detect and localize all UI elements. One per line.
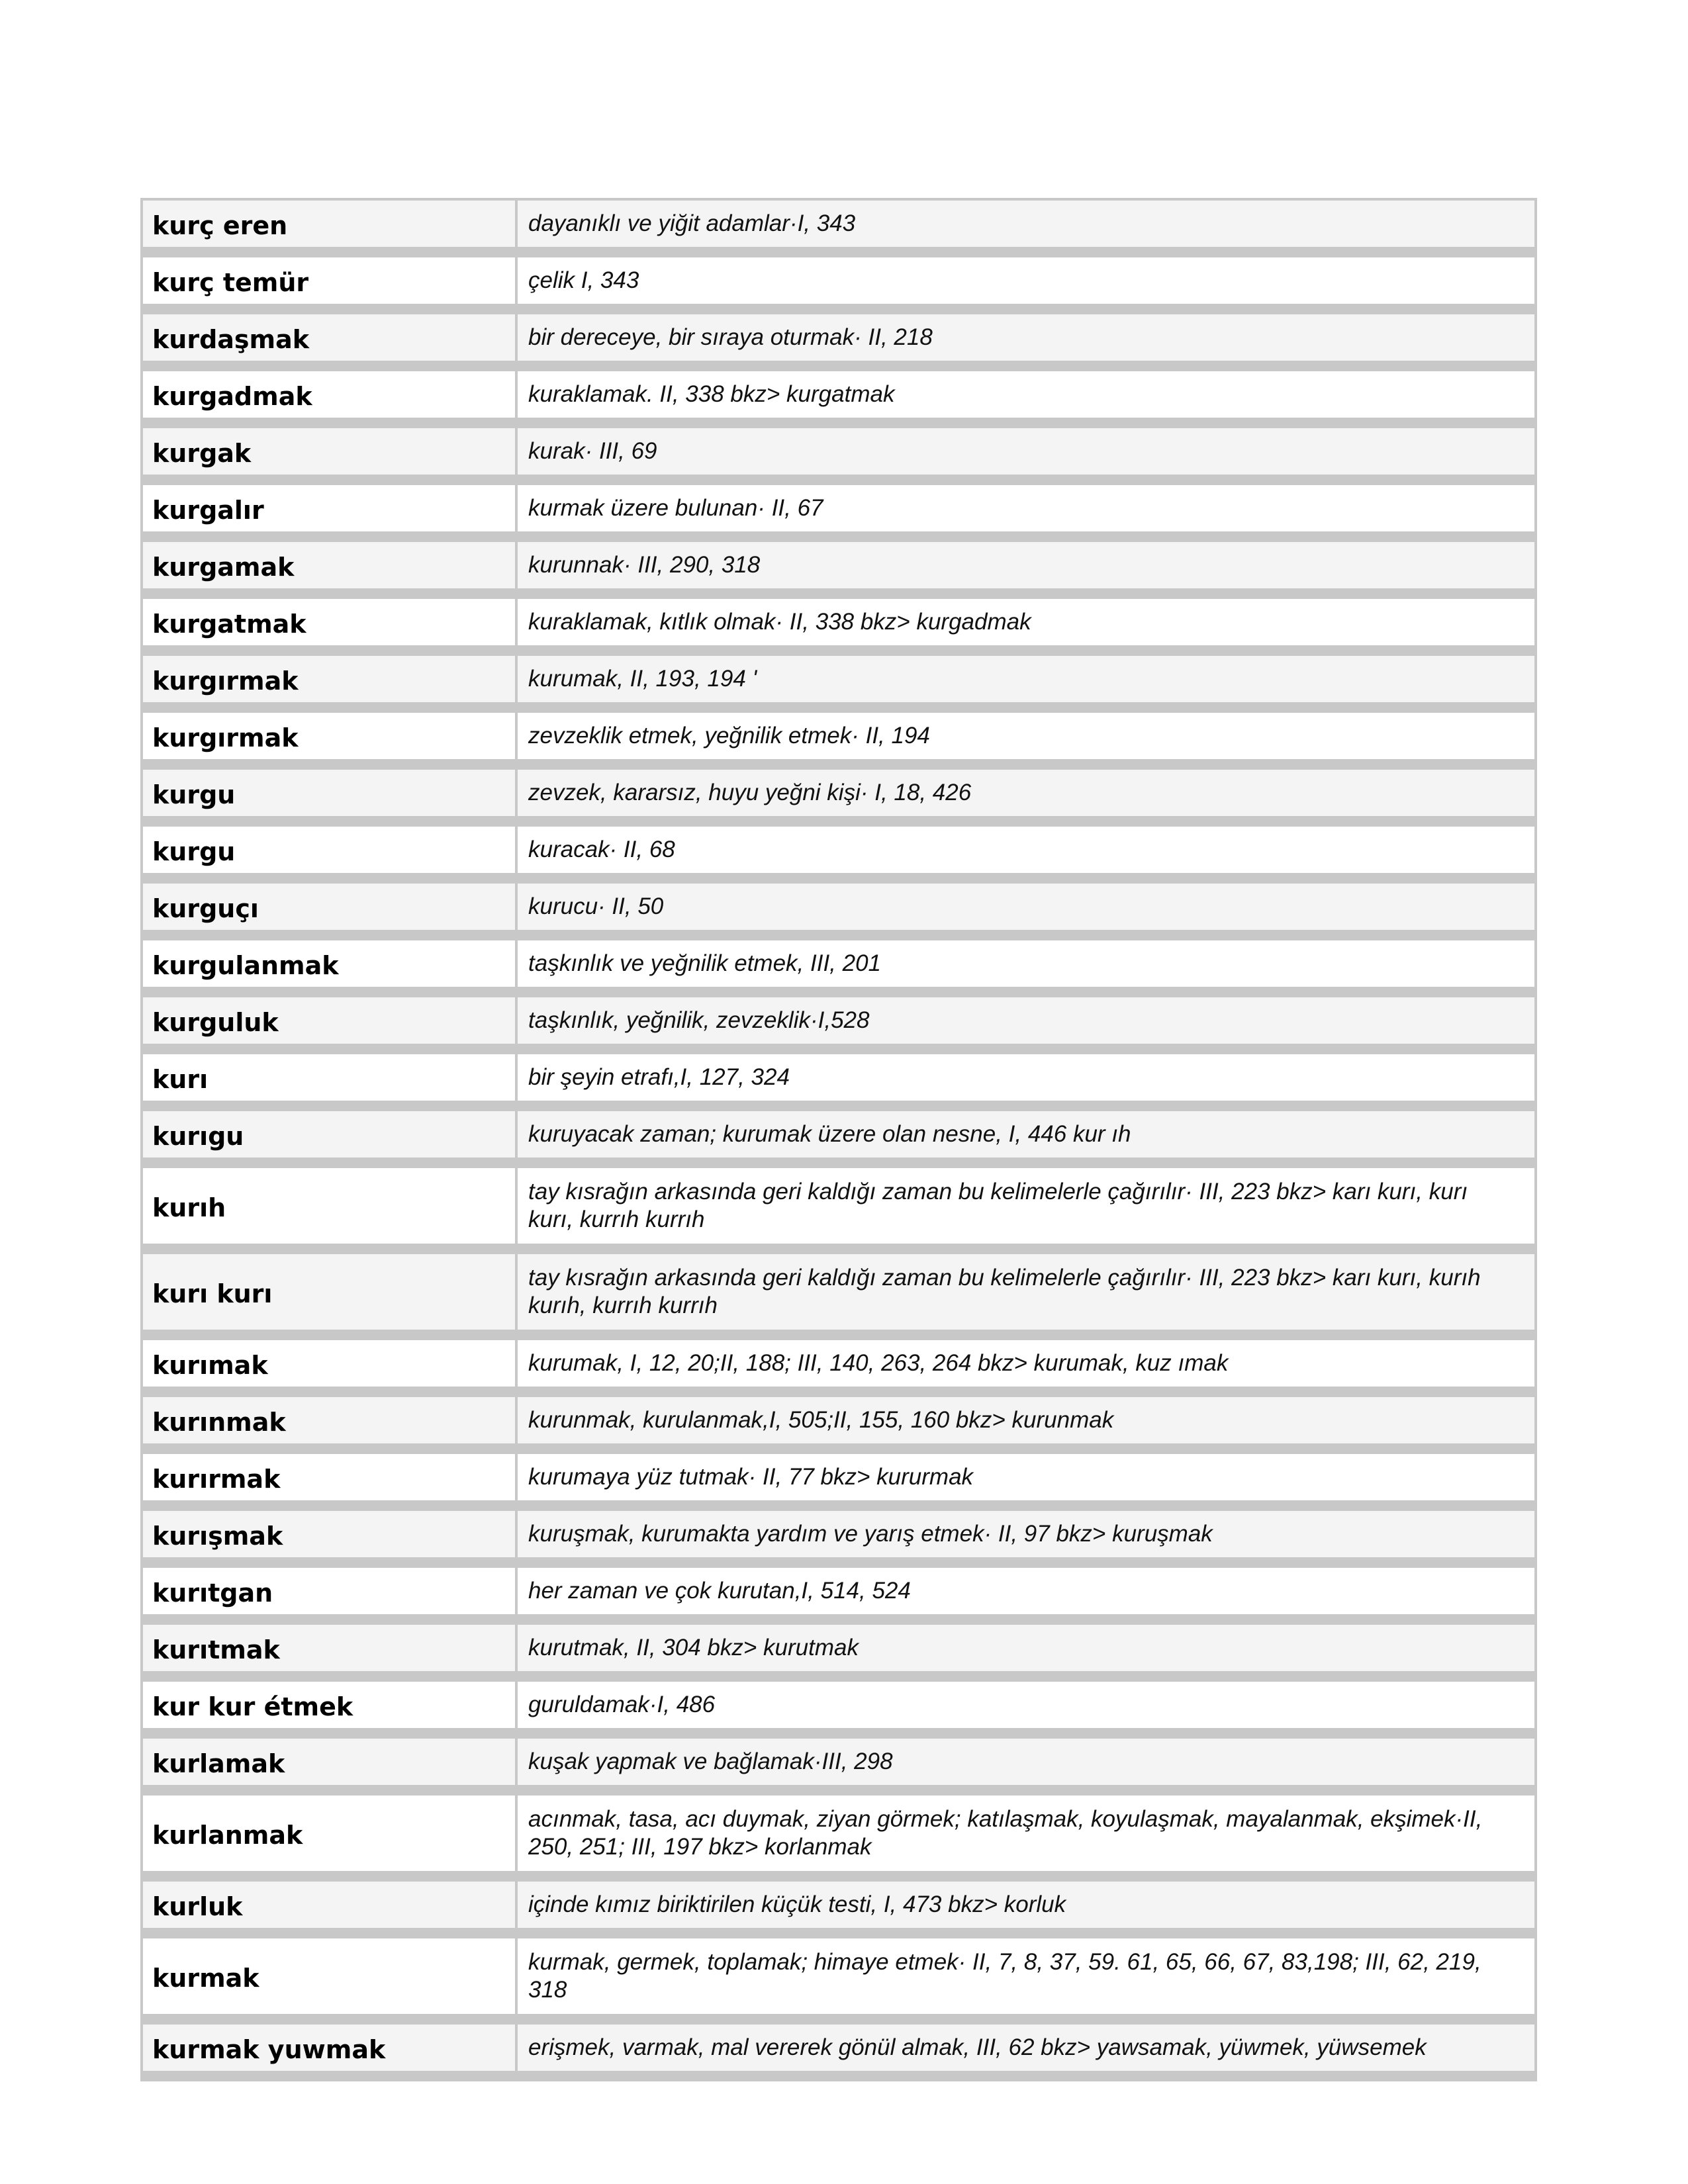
entry-definition: tay kısrağın arkasında geri kaldığı zaman bu kelimelerle çağırılır· III, 223 bkz> karı kurı, kurıh kurıh, kurrıh kurrıh bbox=[518, 1254, 1534, 1340]
entry-definition: kurmak üzere bulunan· II, 67 bbox=[518, 485, 1534, 542]
dictionary-table bbox=[140, 198, 1537, 2081]
entry-term: kurımak bbox=[143, 1340, 518, 1397]
entry-definition: kurmak, germek, toplamak; himaye etmek· II, 7, 8, 37, 59. 61, 65, 66, 67, 83,198; III, 62, 219, 318 bbox=[518, 1938, 1534, 2025]
table-row bbox=[143, 1254, 1534, 1340]
entry-definition: tay kısrağın arkasında geri kaldığı zaman bu kelimelerle çağırılır· III, 223 bkz> karı kurı, kurı kurı, kurrıh kurrıh bbox=[518, 1168, 1534, 1254]
entry-definition: guruldamak·I, 486 bbox=[518, 1682, 1534, 1739]
table-row bbox=[143, 314, 1534, 371]
table-row bbox=[143, 1739, 1534, 1796]
entry-definition: bir dereceye, bir sıraya oturmak· II, 218 bbox=[518, 314, 1534, 371]
entry-term: kurmak yuwmak bbox=[143, 2025, 518, 2081]
entry-definition: zevzek, kararsız, huyu yeğni kişi· I, 18, 426 bbox=[518, 770, 1534, 827]
entry-definition: kurumak, II, 193, 194 ' bbox=[518, 656, 1534, 713]
table-row bbox=[143, 257, 1534, 314]
table-row bbox=[143, 1568, 1534, 1625]
entry-definition: taşkınlık ve yeğnilik etmek, III, 201 bbox=[518, 940, 1534, 997]
entry-definition: içinde kımız biriktirilen küçük testi, I, 473 bkz> korluk bbox=[518, 1882, 1534, 1938]
entry-term: kurluk bbox=[143, 1882, 518, 1938]
table-row bbox=[143, 542, 1534, 599]
table-row bbox=[143, 884, 1534, 940]
entry-definition: kurutmak, II, 304 bkz> kurutmak bbox=[518, 1625, 1534, 1682]
table-row bbox=[143, 371, 1534, 428]
table-row bbox=[143, 1340, 1534, 1397]
entry-definition: kuşak yapmak ve bağlamak·III, 298 bbox=[518, 1739, 1534, 1796]
entry-definition: bir şeyin etrafı,I, 127, 324 bbox=[518, 1054, 1534, 1111]
table-row bbox=[143, 770, 1534, 827]
table-row bbox=[143, 1938, 1534, 2025]
entry-definition: taşkınlık, yeğnilik, zevzeklik·I,528 bbox=[518, 997, 1534, 1054]
table-row bbox=[143, 1454, 1534, 1511]
entry-term: kurç temür bbox=[143, 257, 518, 314]
entry-term: kurıh bbox=[143, 1168, 518, 1254]
entry-definition: kurunmak, kurulanmak,I, 505;II, 155, 160 bkz> kurunmak bbox=[518, 1397, 1534, 1454]
entry-term: kurlamak bbox=[143, 1739, 518, 1796]
table-row bbox=[143, 1397, 1534, 1454]
entry-term: kurgadmak bbox=[143, 371, 518, 428]
table-row bbox=[143, 485, 1534, 542]
entry-definition: kurucu· II, 50 bbox=[518, 884, 1534, 940]
entry-term: kurıgu bbox=[143, 1111, 518, 1168]
entry-term: kurgu bbox=[143, 827, 518, 884]
entry-term: kurıtgan bbox=[143, 1568, 518, 1625]
entry-term: kurgulanmak bbox=[143, 940, 518, 997]
entry-term: kurgak bbox=[143, 428, 518, 485]
entry-term: kurışmak bbox=[143, 1511, 518, 1568]
dictionary-body bbox=[143, 201, 1534, 2081]
entry-definition: acınmak, tasa, acı duymak, ziyan görmek; katılaşmak, koyulaşmak, mayalanmak, ekşimek·II, 250, 251; III, 197 bkz> korlanmak bbox=[518, 1796, 1534, 1882]
entry-term: kurı kurı bbox=[143, 1254, 518, 1340]
table-row bbox=[143, 1511, 1534, 1568]
entry-term: kurlanmak bbox=[143, 1796, 518, 1882]
entry-term: kurı bbox=[143, 1054, 518, 1111]
entry-term: kurguçı bbox=[143, 884, 518, 940]
entry-definition: erişmek, varmak, mal vererek gönül almak, III, 62 bkz> yawsamak, yüwmek, yüwsemek bbox=[518, 2025, 1534, 2081]
table-row bbox=[143, 827, 1534, 884]
table-row bbox=[143, 1625, 1534, 1682]
entry-definition: her zaman ve çok kurutan,I, 514, 524 bbox=[518, 1568, 1534, 1625]
table-row bbox=[143, 656, 1534, 713]
entry-definition: kurumak, I, 12, 20;II, 188; III, 140, 263, 264 bkz> kurumak, kuz ımak bbox=[518, 1340, 1534, 1397]
entry-term: kurgamak bbox=[143, 542, 518, 599]
table-row bbox=[143, 997, 1534, 1054]
table-row bbox=[143, 713, 1534, 770]
table-row bbox=[143, 1882, 1534, 1938]
table-row bbox=[143, 940, 1534, 997]
entry-term: kurmak bbox=[143, 1938, 518, 2025]
entry-term: kurguluk bbox=[143, 997, 518, 1054]
entry-definition: dayanıklı ve yiğit adamlar·I, 343 bbox=[518, 201, 1534, 257]
table-row bbox=[143, 1796, 1534, 1882]
entry-term: kurgatmak bbox=[143, 599, 518, 656]
entry-term: kurç eren bbox=[143, 201, 518, 257]
entry-definition: kuraklamak, kıtlık olmak· II, 338 bkz> kurgadmak bbox=[518, 599, 1534, 656]
entry-definition: kurak· III, 69 bbox=[518, 428, 1534, 485]
table-row bbox=[143, 2025, 1534, 2081]
table-row bbox=[143, 1168, 1534, 1254]
entry-term: kurgalır bbox=[143, 485, 518, 542]
entry-term: kurınmak bbox=[143, 1397, 518, 1454]
entry-definition: kuruyacak zaman; kurumak üzere olan nesne, I, 446 kur ıh bbox=[518, 1111, 1534, 1168]
table-row bbox=[143, 428, 1534, 485]
table-row bbox=[143, 1111, 1534, 1168]
entry-definition: kurunnak· III, 290, 318 bbox=[518, 542, 1534, 599]
entry-term: kurdaşmak bbox=[143, 314, 518, 371]
entry-definition: zevzeklik etmek, yeğnilik etmek· II, 194 bbox=[518, 713, 1534, 770]
entry-term: kur kur étmek bbox=[143, 1682, 518, 1739]
entry-definition: kuraklamak. II, 338 bkz> kurgatmak bbox=[518, 371, 1534, 428]
table-row bbox=[143, 1054, 1534, 1111]
entry-term: kurıtmak bbox=[143, 1625, 518, 1682]
table-row bbox=[143, 599, 1534, 656]
entry-definition: çelik I, 343 bbox=[518, 257, 1534, 314]
table-row bbox=[143, 1682, 1534, 1739]
entry-term: kurgırmak bbox=[143, 713, 518, 770]
table-row bbox=[143, 201, 1534, 257]
entry-definition: kuracak· II, 68 bbox=[518, 827, 1534, 884]
entry-term: kurırmak bbox=[143, 1454, 518, 1511]
entry-definition: kuruşmak, kurumakta yardım ve yarış etmek· II, 97 bkz> kuruşmak bbox=[518, 1511, 1534, 1568]
entry-definition: kurumaya yüz tutmak· II, 77 bkz> kururmak bbox=[518, 1454, 1534, 1511]
entry-term: kurgu bbox=[143, 770, 518, 827]
entry-term: kurgırmak bbox=[143, 656, 518, 713]
